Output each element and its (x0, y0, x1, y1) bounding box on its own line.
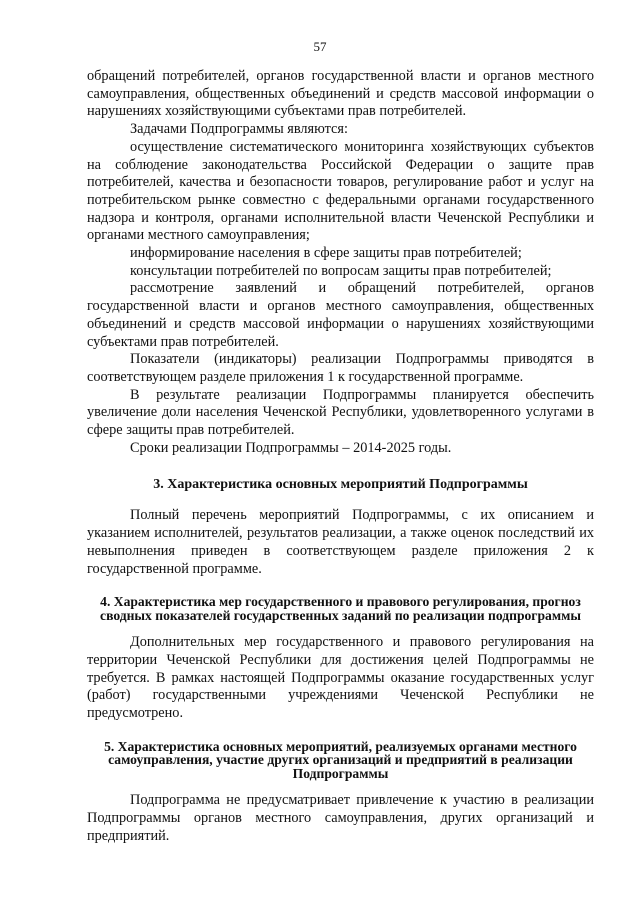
paragraph: осуществление систематического мониторинга хозяйствующих субъектов на соблюдение законодательства Российской Федерации о защите прав потребителей, качества и безопасности товаров, регулирование работ и услуг на потребительском рынке совместно с федеральными органами государственного надзора и контроля, органами исполнительной власти Чеченской Республики и органами местного самоуправления; (87, 138, 594, 244)
paragraph: Подпрограмма не предусматривает привлечение к участию в реализации Подпрограммы органов местного самоуправления, других организаций и предприятий. (87, 792, 594, 844)
paragraph: обращений потребителей, органов государственной власти и органов местного самоуправления, общественных объединений и средств массовой информации о нарушениях хозяйствующими субъектами прав потребителей. (87, 68, 594, 120)
paragraph: Показатели (индикаторы) реализации Подпрограммы приводятся в соответствующем разделе приложения 1 к государственной программе. (87, 351, 594, 385)
paragraph: Дополнительных мер государственного и правового регулирования на территории Чеченской Республики для достижения целей Подпрограммы не требуется. В рамках настоящей Подпрограммы оказание государственных услуг (работ) государственными учреждениями Чеченской Республики не предусмотрено. (87, 634, 594, 722)
paragraph: Сроки реализации Подпрограммы – 2014-2025 годы. (130, 439, 452, 456)
section-4-heading: 4. Характеристика мер государственного и правового регулирования, прогноз сводных показателей государственных заданий по реализации подпрограммы (100, 594, 581, 623)
paragraph: Полный перечень мероприятий Подпрограммы, с их описанием и указанием исполнителей, результатов реализации, а также оценок последствий их невыполнения приведен в соответствующем разделе приложения 2 к государственной программе. (87, 507, 594, 577)
paragraph: информирование населения в сфере защиты прав потребителей; (130, 245, 522, 262)
section-5-heading: 5. Характеристика основных мероприятий, реализуемых органами местного самоуправления, участие других организаций и предприятий в реализации Подпрограммы (104, 738, 577, 781)
section-3-heading: 3. Характеристика основных мероприятий Подпрограммы (153, 477, 528, 493)
paragraph: В результате реализации Подпрограммы планируется обеспечить увеличение доли населения Чеченской Республики, удовлетворенного услугами в сфере защиты прав потребителей. (87, 386, 594, 439)
paragraph: Задачами Подпрограммы являются: (130, 121, 348, 138)
document-body (87, 68, 594, 845)
paragraph: консультации потребителей по вопросам защиты прав потребителей; (130, 262, 552, 279)
paragraph: рассмотрение заявлений и обращений потребителей, органов государственной власти и органов местного самоуправления, общественных объединений и средств массовой информации о нарушениях хозяйствующими субъектами прав потребителей. (87, 280, 594, 350)
page-number: 57 (313, 39, 327, 54)
